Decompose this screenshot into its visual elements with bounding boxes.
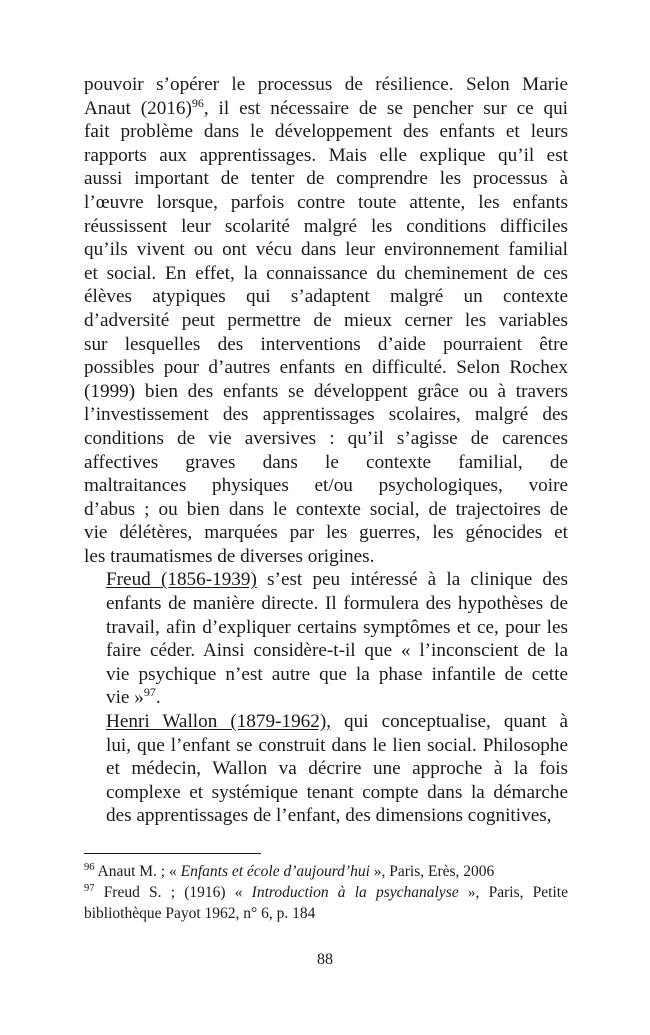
book-title: Enfants et école d’aujourd’hui xyxy=(180,863,370,880)
text-line: enfants de manière directe. Il formulera des hypothèses de xyxy=(106,593,568,615)
paragraph xyxy=(84,710,568,828)
text-line xyxy=(84,710,568,734)
text-line: sur lesquelles des interventions d’aide pourraient être xyxy=(84,333,568,355)
footnote-96 xyxy=(84,861,568,882)
text-line: possibles pour d’autres enfants en difficulté. Selon Rochex xyxy=(84,357,568,379)
footnote-line xyxy=(84,903,568,924)
text-line: et médecin, Wallon va décrire une approche à la fois xyxy=(106,758,568,780)
text-line: qu’ils vivent ou ont vécu dans leur environnement familial xyxy=(84,239,568,261)
underlined-name: Henri Wallon (1879-1962), xyxy=(106,711,332,733)
text-line: (1999) bien des enfants se développent grâce ou à travers xyxy=(84,380,568,402)
text-line: pouvoir s’opérer le processus de résilience. Selon Marie xyxy=(84,74,568,95)
text-segment: Anaut M. ; « xyxy=(94,863,181,880)
text-segment: », Paris, Petite xyxy=(458,884,568,901)
text-line: d’abus ; ou bien dans le contexte social, de trajectoires de xyxy=(84,498,568,520)
text-line: conditions de vie aversives : qu’il s’agisse de carences xyxy=(84,427,568,449)
text-line: complexe et systémique tenant compte dans la démarche xyxy=(106,781,568,803)
footnotes xyxy=(84,861,568,924)
footnote-separator xyxy=(84,853,261,854)
text-line: l’investissement des apprentissages scolaires, malgré des xyxy=(84,404,568,426)
text-line: les traumatismes de diverses origines. xyxy=(84,545,375,567)
text-segment: Anaut (2016) xyxy=(84,97,192,119)
paragraph xyxy=(84,568,568,710)
text-segment: , il est nécessaire de se pencher sur ce qui xyxy=(203,97,569,119)
text-line: travail, afin d’expliquer certains symptômes et ce, pour les xyxy=(106,616,568,638)
text-line: et social. En effet, la connaissance du cheminement de ces xyxy=(84,262,568,284)
text-line: rapports aux apprentissages. Mais elle explique qu’il est xyxy=(84,144,568,166)
text-line: vie psychique n’est autre que la phase infantile de cette xyxy=(106,663,568,685)
footnote-number: 97 xyxy=(84,883,95,894)
underlined-name: Freud (1856-1939) xyxy=(106,569,257,591)
text-line: maltraitances physiques et/ou psychologiques, voire xyxy=(84,475,568,497)
page-number: 88 xyxy=(317,951,333,968)
text-segment: qui conceptualise, quant à xyxy=(331,711,568,733)
text-line: élèves atypiques qui s’adaptent malgré un contexte xyxy=(84,286,568,308)
text-segment: Freud S. ; (1916) « xyxy=(94,884,252,901)
text-line: des apprentissages de l’enfant, des dimensions cognitives, xyxy=(106,805,552,827)
text-line: aussi important de tenter de comprendre les processus à xyxy=(84,168,568,190)
text-line: lui, que l’enfant se construit dans le lien social. Philosophe xyxy=(106,734,568,756)
text-line: l’œuvre lorsque, parfois contre toute attente, les enfants xyxy=(84,191,568,213)
footnote-number: 96 xyxy=(84,862,95,873)
footnote-97 xyxy=(84,882,568,924)
footnote-line xyxy=(84,882,568,903)
text-segment: . xyxy=(155,687,161,709)
text-segment: vie » xyxy=(106,687,144,709)
text-line: vie délétères, marquées par les guerres, les génocides et xyxy=(84,522,568,544)
footnote-line xyxy=(84,861,568,882)
body-text xyxy=(84,73,568,828)
text-line xyxy=(84,97,568,121)
footnote-reference[interactable]: 97 xyxy=(143,685,156,700)
text-line: d’adversité peut permettre de mieux cerner les variables xyxy=(84,309,568,331)
text-line xyxy=(84,568,568,592)
text-segment: », Paris, Erès, 2006 xyxy=(369,863,495,880)
footnote-reference[interactable]: 96 xyxy=(191,95,204,110)
text-line: affectives graves dans le contexte familial, de xyxy=(84,451,568,473)
text-line xyxy=(84,686,568,710)
book-title: Introduction à la psychanalyse xyxy=(251,884,459,901)
text-line: réussissent leur scolarité malgré les conditions difficiles xyxy=(84,215,568,237)
text-segment: bibliothèque Payot 1962, n° 6, p. 184 xyxy=(84,905,316,922)
text-line: faire céder. Ainsi considère-t-il que « l’inconscient de la xyxy=(106,640,568,662)
paragraph xyxy=(84,73,568,568)
text-segment: s’est peu intéressé à la clinique des xyxy=(256,569,568,591)
text-line: fait problème dans le développement des enfants et leurs xyxy=(84,121,568,143)
